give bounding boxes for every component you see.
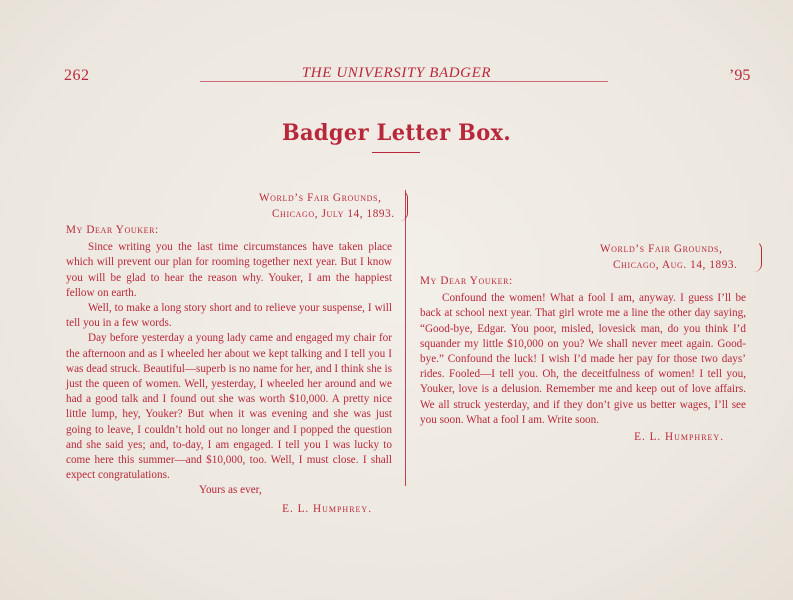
- dateline-brace: [400, 190, 408, 221]
- letter-signature: E. L. Humphrey.: [282, 502, 372, 515]
- column-divider: [405, 190, 406, 486]
- letter-signature: E. L. Humphrey.: [634, 431, 724, 444]
- letter-closing: Yours as ever,: [199, 484, 262, 497]
- page-number: 262: [64, 67, 90, 84]
- section-title: Badger Letter Box.: [281, 120, 512, 146]
- letter-paragraph: Day before yesterday a young lady came and engaged my chair for the afternoon and as I wheeled her about we kept talking and I tell you I was dead struck. Beautiful—superb is no name for her, and I think she is just the queen of women. Well, yesterday, I wheeled her around and we had a good talk and I found out she was worth $10,000. A pretty nice little lump, hey, Youker? But when it was evening and she was just going to leave, I couldn’t hold out no longer and I popped the question and she said yes; and, to-day, I am engaged. I tell you I was lucky to come here this summer—and $10,000, too. Well, I must close. I shall expect congratulations.: [66, 332, 392, 482]
- letter-salutation: My Dear Youker:: [420, 275, 513, 287]
- dateline-place: World’s Fair Grounds,: [600, 243, 723, 255]
- letter-dateline: [259, 190, 395, 222]
- dateline-date: Chicago, Aug. 14, 1893.: [613, 259, 738, 271]
- letter-july: [66, 190, 395, 517]
- letter-dateline: [600, 241, 746, 273]
- dateline-date: Chicago, July 14, 1893.: [272, 208, 395, 220]
- header-rule: [200, 81, 608, 82]
- title-underline: [372, 152, 420, 153]
- dateline-brace: [754, 241, 762, 272]
- dateline-place: World’s Fair Grounds,: [259, 192, 382, 204]
- letter-august: [420, 241, 746, 445]
- letter-paragraph: Well, to make a long story short and to relieve your suspense, I will tell you in a few words.: [66, 302, 392, 330]
- letter-paragraph: Since writing you the last time circumstances have taken place which will prevent our plan for rooming together next year. But I know you will be glad to hear the reason why. Youker, I am the happiest fellow on earth.: [66, 241, 392, 299]
- letter-salutation: My Dear Youker:: [66, 224, 159, 236]
- year-mark: ’95: [729, 67, 751, 84]
- letter-paragraph: Confound the women! What a fool I am, anyway. I guess I’ll be back at school next year. That girl wrote me a line the other day saying, “Good-bye, Edgar. You poor, misled, lovesick man, do you think I’d squander my little $10,000 on you? We shall never meet again. Good-bye.” Confound the luck! I wish I’d made her pay for those two days’ rides. Fooled—I tell you. Oh, the deceitfulness of women! I tell you, Youker, love is a delusion. Remember me and keep out of love affairs. We all struck yesterday, and if they don’t give us better wages, I’ll see you soon. What a fool I am. Write soon.: [420, 292, 746, 426]
- running-title: THE UNIVERSITY BADGER: [301, 65, 492, 81]
